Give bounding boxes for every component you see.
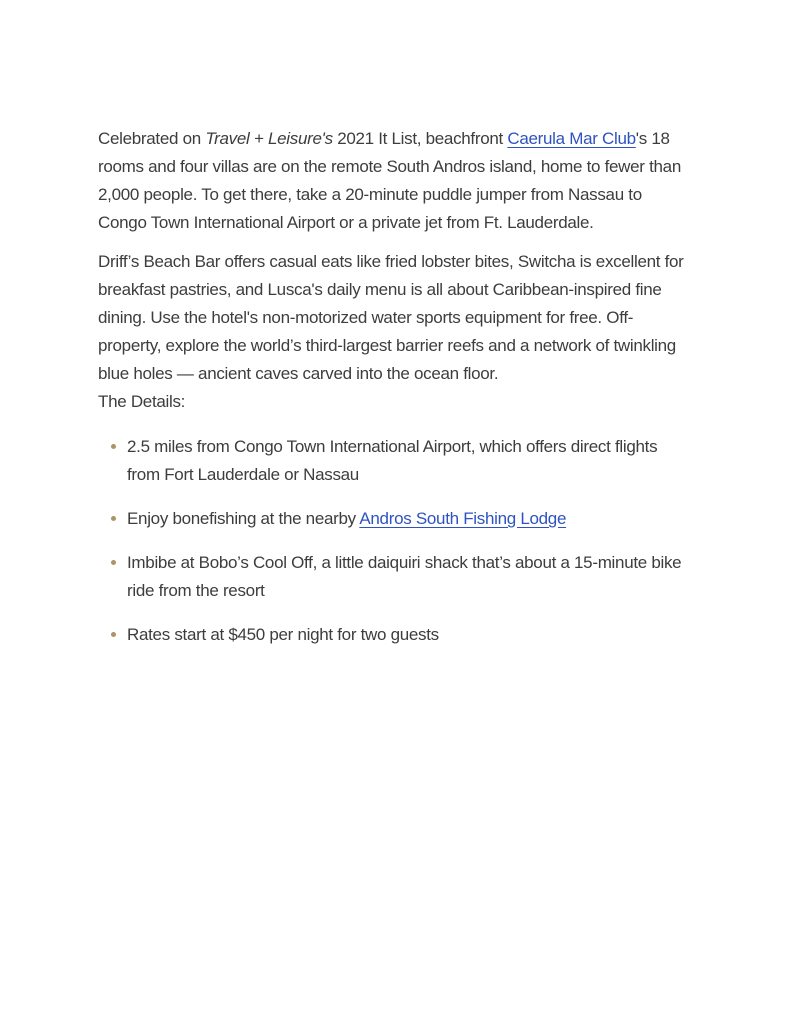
caerula-mar-club-link[interactable]: Caerula Mar Club [507, 129, 636, 148]
list-item-text: Imbibe at Bobo’s Cool Off, a little daiquiri shack that’s about a 15-minute bike ride from the resort [127, 553, 682, 600]
list-item-text: Rates start at $450 per night for two guests [127, 625, 439, 644]
paragraph-intro [98, 125, 692, 237]
list-item-bonefishing [98, 505, 692, 533]
publication-name-italic: Travel + Leisure's [205, 129, 333, 148]
andros-south-fishing-lodge-link[interactable]: Andros South Fishing Lodge [359, 509, 567, 528]
paragraph-intro-text: 's 18 rooms and four villas are on the remote South Andros island, home to fewer than 2,000 people. To get there, take a 20-minute puddle jumper from Nassau to Congo Town International Airport or a private jet from Ft. Lauderdale. [98, 129, 681, 232]
article-body [98, 125, 692, 649]
list-item-text: Enjoy bonefishing at the nearby [127, 509, 360, 528]
details-list [98, 433, 692, 649]
paragraph-dining: Driff’s Beach Bar offers casual eats like fried lobster bites, Switcha is excellent for breakfast pastries, and Lusca's daily menu is all about Caribbean-inspired fine dining. Use the hotel's non-motorized water sports equipment for free. Off-property, explore the world’s third-largest barrier reefs and a network of twinkling blue holes — ancient caves carved into the ocean floor. [98, 252, 684, 383]
paragraph-intro-text: 2021 It List, beachfront [332, 129, 508, 148]
bullet-icon [111, 560, 116, 565]
bullet-icon [111, 444, 116, 449]
bullet-icon [111, 632, 116, 637]
list-item-airport [98, 433, 692, 489]
paragraph-intro-text: Celebrated on [98, 129, 206, 148]
list-item-rates [98, 621, 692, 649]
list-item-daiquiri [98, 549, 692, 605]
details-heading: The Details: [98, 392, 186, 411]
list-item-text: 2.5 miles from Congo Town International Airport, which offers direct flights from Fort Lauderdale or Nassau [127, 437, 658, 484]
bullet-icon [111, 516, 116, 521]
